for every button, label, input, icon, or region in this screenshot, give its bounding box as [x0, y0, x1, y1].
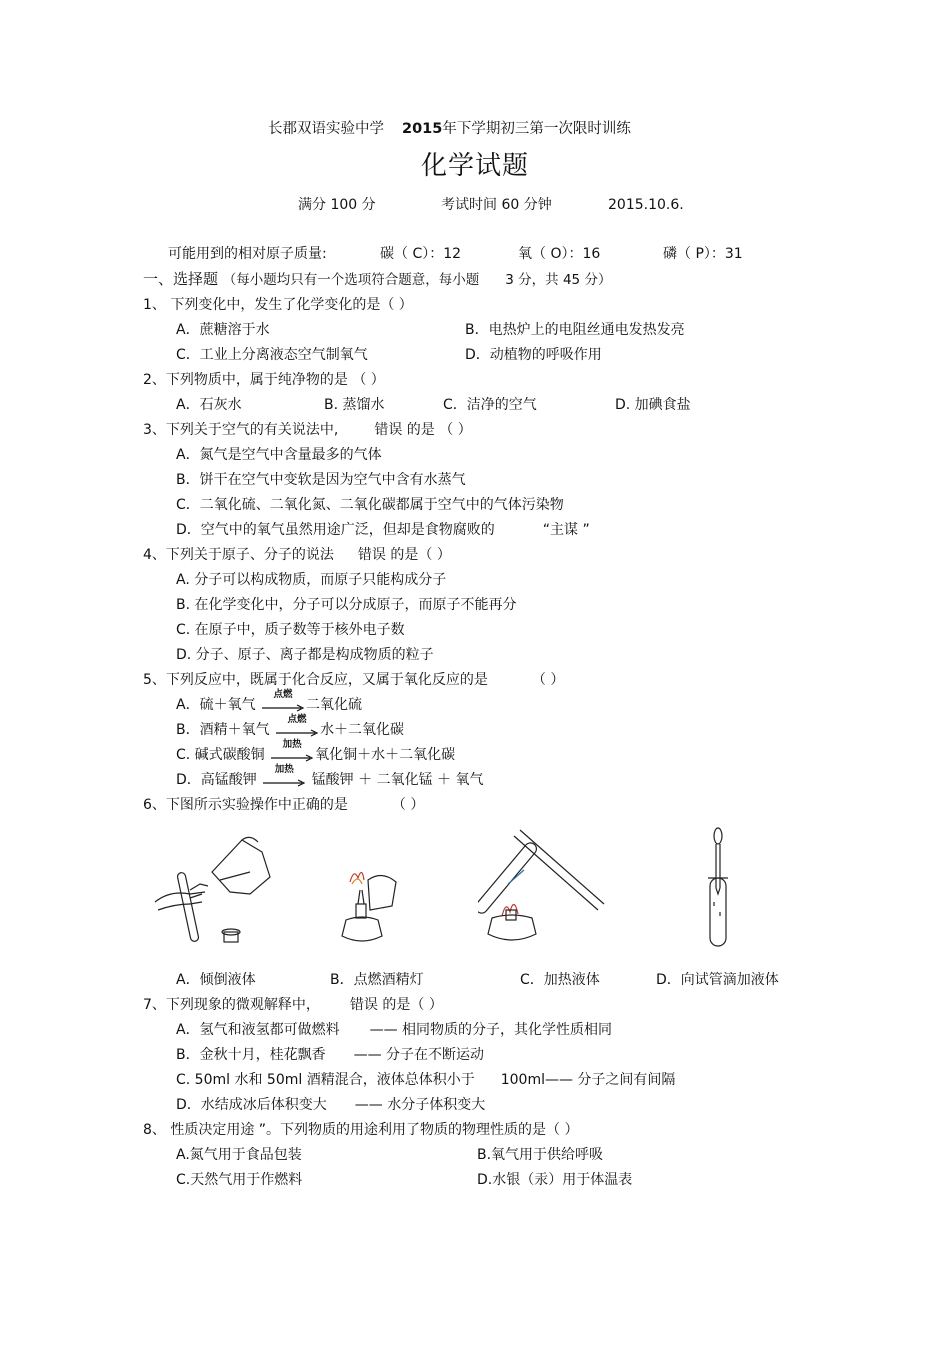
q1-stem: 1、 下列变化中，发生了化学变化的是（ ）	[143, 297, 413, 313]
q5-c-reactants: C. 碱式碳酸铜	[176, 747, 265, 763]
q2-option-a: A．石灰水	[176, 397, 242, 413]
q3-option-d	[176, 521, 590, 539]
q5-d-products: 锰酸钾 ＋ 二氧化锰 ＋ 氧气	[311, 772, 484, 788]
q5-stem-text: 5、下列反应中，既属于化合反应，又属于氧化反应的是	[143, 672, 488, 688]
reaction-condition: 加热	[274, 764, 294, 775]
q1-option-a: A．蔗糖溶于水	[176, 322, 270, 338]
q4-option-c: C. 在原子中，质子数等于核外电子数	[176, 622, 405, 638]
q6-option-a: A．倾倒液体	[176, 972, 256, 988]
q8-option-c: C.天然气用于作燃料	[176, 1172, 303, 1188]
q4-stem-text: 4、下列关于原子、分子的说法	[143, 547, 334, 563]
term-year: 2015	[402, 121, 443, 137]
q5-a-products: 二氧化硫	[306, 697, 363, 713]
q7-stem	[143, 996, 443, 1014]
section-title: 一、选择题	[143, 270, 219, 288]
q7-option-b	[176, 1046, 484, 1064]
full-score: 满分 100 分	[298, 197, 376, 213]
school-line	[268, 120, 631, 138]
q4-option-a: A. 分子可以构成物质，而原子只能构成分子	[176, 572, 447, 588]
exam-date: 2015.10.6.	[608, 197, 684, 213]
reaction-arrow	[275, 714, 319, 738]
school-name: 长郡双语实验中学	[268, 121, 384, 137]
page-title: 化学试题	[420, 151, 529, 181]
q7-d-explanation: —— 水分子体积变大	[354, 1097, 486, 1113]
q2-stem: 2、下列物质中，属于纯净物的是 （ ）	[143, 372, 385, 388]
atomic-mass-label: 可能用到的相对原子质量:	[168, 246, 327, 262]
q7-c-explanation: 100ml—— 分子之间有间隔	[500, 1072, 676, 1088]
section-heading	[143, 270, 611, 289]
q6-option-c: C．加热液体	[520, 972, 600, 988]
q3-stem-text: 3、下列关于空气的有关说法中,	[143, 422, 339, 438]
q1-option-b: B．电热炉上的电阻丝通电发热发亮	[465, 322, 685, 338]
q3-stem-error: 错误 的是 （ ）	[374, 422, 472, 438]
atomic-mass-p: 磷（ P）：31	[663, 246, 743, 262]
atomic-mass-o: 氧（ O）：16	[518, 246, 601, 262]
q5-a-reactants: A．硫＋氧气	[176, 697, 256, 713]
q7-stem-text: 7、下列现象的微观解释中，	[143, 997, 320, 1013]
atomic-mass-c: 碳（ C）：12	[380, 246, 462, 262]
q2-option-d: D. 加碘食盐	[615, 397, 691, 413]
q5-stem	[143, 671, 564, 689]
q5-option-c	[176, 739, 456, 764]
reaction-arrow	[262, 764, 306, 788]
q1-option-d: D．动植物的呼吸作用	[465, 347, 602, 363]
section-note: （每小题均只有一个选项符合题意，每小题	[222, 272, 480, 288]
q7-b-phenomenon: B．金秋十月，桂花飘香	[176, 1047, 326, 1063]
q3-stem	[143, 421, 472, 439]
dropper-test-tube-illustration	[700, 822, 740, 952]
reaction-condition: 点燃	[273, 689, 293, 700]
q8-option-b: B.氧气用于供给呼吸	[477, 1147, 604, 1163]
q4-stem-error: 错误 的是（ ）	[357, 547, 451, 563]
term-name: 年下学期初三第一次限时训练	[442, 121, 631, 137]
heating-liquid-illustration	[478, 826, 608, 950]
q5-d-reactants: D．高锰酸钾	[176, 772, 257, 788]
q6-stem-text: 6、下图所示实验操作中正确的是	[143, 797, 348, 813]
q5-c-products: 氧化铜＋水＋二氧化碳	[315, 747, 456, 763]
q4-option-d: D. 分子、原子、离子都是构成物质的粒子	[176, 647, 434, 663]
q3-option-b: B．饼干在空气中变软是因为空气中含有水蒸气	[176, 472, 466, 488]
q1-option-c: C．工业上分离液态空气制氧气	[176, 347, 368, 363]
alcohol-lamp-lighting-illustration	[322, 860, 402, 950]
q7-c-phenomenon: C. 50ml 水和 50ml 酒精混合，液体总体积小于	[176, 1072, 475, 1088]
q3-option-d-text: D．空气中的氧气虽然用途广泛，但却是食物腐败的	[176, 522, 495, 538]
q6-option-d: D．向试管滴加液体	[656, 972, 779, 988]
q2-option-b: B. 蒸馏水	[324, 397, 385, 413]
q5-option-b	[176, 714, 405, 739]
q7-a-phenomenon: A．氢气和液氢都可做燃料	[176, 1022, 340, 1038]
q5-option-a	[176, 689, 363, 714]
q5-b-reactants: B．酒精＋氧气	[176, 722, 270, 738]
reaction-arrow	[270, 739, 314, 763]
exam-time: 考试时间 60 分钟	[441, 197, 552, 213]
q4-option-b: B. 在化学变化中，分子可以分成原子，而原子不能再分	[176, 597, 517, 613]
reaction-arrow	[261, 689, 305, 713]
q7-stem-error: 错误 的是（ ）	[349, 997, 443, 1013]
q5-option-d	[176, 764, 484, 789]
section-note-score: 3 分，共 45 分）	[505, 272, 612, 288]
q3-option-c: C．二氧化硫、二氧化氮、二氧化碳都属于空气中的气体污染物	[176, 497, 564, 513]
q7-d-phenomenon: D．水结成冰后体积变大	[176, 1097, 327, 1113]
q6-stem-paren: （ ）	[391, 797, 425, 813]
reaction-condition: 点燃	[287, 714, 307, 725]
q8-option-d: D.水银（汞）用于体温表	[477, 1172, 633, 1188]
q7-option-c	[176, 1071, 675, 1089]
q2-option-c: C．洁净的空气	[443, 397, 537, 413]
pouring-liquid-illustration	[150, 832, 280, 952]
q5-stem-paren: （ ）	[531, 672, 565, 688]
q3-option-a: A．氮气是空气中含量最多的气体	[176, 447, 382, 463]
q8-stem: 8、 性质决定用途 ”。下列物质的用途利用了物质的物理性质的是（ ）	[143, 1122, 579, 1138]
q7-b-explanation: —— 分子在不断运动	[353, 1047, 485, 1063]
q4-stem	[143, 546, 451, 564]
q3-option-d-quote: “主谋 ”	[542, 522, 590, 538]
q7-option-d	[176, 1096, 485, 1114]
q5-b-products: 水＋二氧化碳	[320, 722, 405, 738]
q8-option-a: A.氮气用于食品包装	[176, 1147, 302, 1163]
q7-option-a	[176, 1021, 612, 1039]
q7-a-explanation: —— 相同物质的分子，其化学性质相同	[369, 1022, 613, 1038]
q6-option-b: B．点燃酒精灯	[330, 972, 424, 988]
q6-stem	[143, 796, 424, 814]
reaction-condition: 加热	[282, 739, 302, 750]
